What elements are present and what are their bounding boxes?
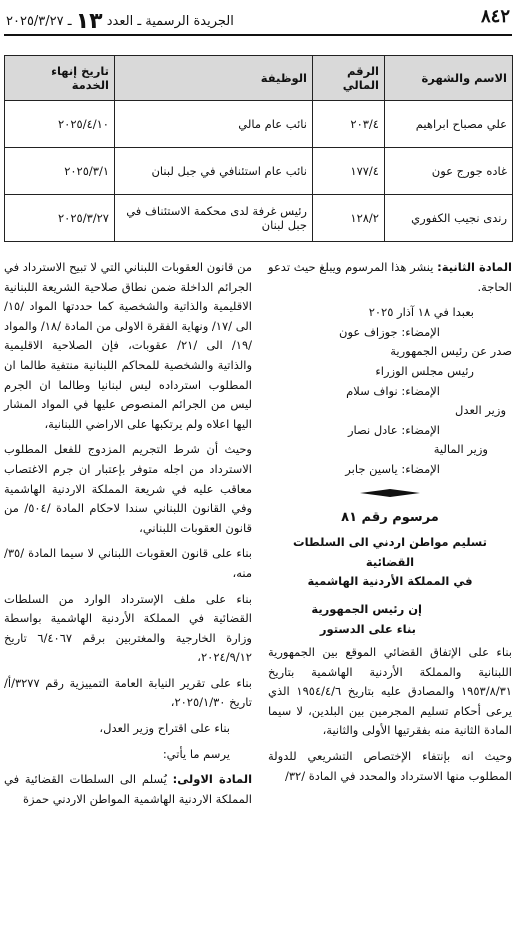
decree-number: مرسوم رقم ٨١ bbox=[341, 509, 439, 525]
pm-title: رئيس مجلس الوزراء bbox=[375, 363, 474, 378]
paragraph-proposal: بناء على اقتراح وزير العدل، bbox=[99, 721, 230, 736]
col-number-header: الرقم المالي bbox=[313, 56, 385, 101]
issue-date: ـ ٢٠٢٥/٣/٢٧ bbox=[6, 14, 72, 29]
table-row bbox=[5, 195, 513, 242]
article-2-label: المادة الثانية: bbox=[437, 260, 512, 274]
cell-date: ٢٠٢٥/٣/١ bbox=[5, 148, 115, 195]
paragraph-penal-code: من قانون العقوبات اللبناني التي لا تبيح الاسترداد في الجرائم الداخلة ضمن نطاق صلاحية الشريعة اللبنانية الاقليمية والذاتية والشخصية كما حددتها المواد /١٥/ الى /١٧/ ونهاية الفقرة الاولى من المادة /١٨/ والمواد /١٩/ الى /٢١/ عقوبات، فإن الصلاحية الاقليمية والذاتية والشخصية للمحاكم اللبنانية منتفية طالما ان المطلوب استرداده ليس لبنانيا وطالما ان الجرم ليس من الجرائم المنصوص عليها في المواد المشار اليها اعلاه ولم يرتكبها على الاراضي اللبنانية، bbox=[4, 260, 252, 431]
header-rule bbox=[4, 34, 512, 36]
issue-number: ١٣ bbox=[75, 9, 103, 34]
issued-by: صدر عن رئيس الجمهورية bbox=[390, 344, 512, 359]
decree-title-line-1: تسليم مواطن اردني الى السلطات القضائية bbox=[293, 535, 487, 569]
right-column bbox=[268, 258, 512, 792]
constitution-heading: بناء على الدستور bbox=[319, 621, 416, 636]
article-1-label: المادة الاولى: bbox=[172, 772, 253, 787]
president-heading: إن رئيس الجمهورية bbox=[311, 601, 422, 616]
cell-number: ٢٠٣/٤ bbox=[313, 101, 385, 148]
col-date-header: تاريخ إنهاء الخدمة bbox=[5, 56, 115, 101]
signature-pm: الإمضاء: نواف سلام bbox=[346, 383, 440, 398]
cell-job: رئيس غرفة لدى محكمة الاستئناف في جبل لبنان bbox=[115, 195, 313, 242]
signature-justice: الإمضاء: عادل نصار bbox=[347, 422, 440, 437]
cell-name: علي مصباح ابراهيم bbox=[385, 101, 513, 148]
article-2-text: ينشر هذا المرسوم ويبلغ حيث تدعو الحاجة. bbox=[268, 260, 512, 294]
cell-number: ١٧٧/٤ bbox=[313, 148, 385, 195]
table-row bbox=[5, 148, 513, 195]
paragraph-prosecution-report: بناء على تقرير النيابة العامة التمييزية رقم ٣٢٧٧/أ/ تاريخ ٢٠٢٥/١/٣٠، bbox=[4, 675, 252, 710]
decree-title-line-2: في المملكة الأردنية الهاشمية bbox=[307, 574, 473, 589]
cell-date: ٢٠٢٥/٣/٢٧ bbox=[5, 195, 115, 242]
table-row bbox=[5, 101, 513, 148]
paragraph-jurisdiction: وحيث انه بإنتفاء الإختصاص التشريعي للدولة المطلوب منها الاسترداد والمحدد في المادة /٣٢/ bbox=[268, 749, 512, 783]
table-header-row bbox=[5, 56, 513, 101]
officials-table bbox=[4, 55, 513, 242]
finance-title: وزير المالية bbox=[433, 442, 488, 457]
left-column bbox=[4, 258, 252, 815]
paragraph-extradition-file: بناء على ملف الإسترداد الوارد من السلطات القضائية في المملكة الأردنية الهاشمية بواسطة وزارة الخارجية والمغتربين برقم ٦/٤٠٦٧ تاريخ ٢٠٢٤/٩/١٢، bbox=[4, 591, 252, 665]
cell-name: رندى نجيب الكفوري bbox=[385, 195, 513, 242]
decree-date: بعبدا في ١٨ آذار ٢٠٢٥ bbox=[368, 305, 474, 320]
gazette-name: الجريدة الرسمية ـ العدد bbox=[106, 14, 234, 29]
cell-job: نائب عام استئنافي في جبل لبنان bbox=[115, 148, 313, 195]
separator-ornament bbox=[268, 486, 512, 500]
article-1-text: يُسلم الى السلطات القضائية في المملكة الاردنية الهاشمية المواطن الاردني حمزة bbox=[4, 772, 252, 806]
page-header bbox=[6, 6, 510, 32]
article-2 bbox=[268, 258, 512, 297]
article-1 bbox=[4, 770, 252, 809]
paragraph-penal-article: بناء على قانون العقوبات اللبناني لا سيما المادة /٣٥/ منه، bbox=[4, 546, 252, 580]
col-job-header: الوظيفة bbox=[115, 56, 313, 101]
gazette-title bbox=[6, 9, 234, 34]
paragraph-double-criminality: وحيث أن شرط التجريم المزدوج للفعل المطلوب الاسترداد من اجله متوفر بإعتبار ان جرم الاغتصاب معاقب عليه في شريعة المملكة الاردنية الهاشمية وفي القانون اللبناني سندا لاحكام المادة /٥٠٤/ من قانون العقوبات اللبناني، bbox=[4, 442, 252, 535]
cell-job: نائب عام مالي bbox=[115, 101, 313, 148]
signatures-block bbox=[268, 303, 512, 479]
decrees-following: يرسم ما يأتي: bbox=[162, 746, 230, 761]
justice-title: وزير العدل bbox=[455, 403, 506, 418]
cell-number: ١٢٨/٢ bbox=[313, 195, 385, 242]
signature-president: الإمضاء: جوزاف عون bbox=[339, 324, 440, 339]
page-number: ٨٤٢ bbox=[480, 6, 510, 27]
cell-name: غاده جورج عون bbox=[385, 148, 513, 195]
cell-date: ٢٠٢٥/٤/١٠ bbox=[5, 101, 115, 148]
signature-finance: الإمضاء: ياسين جابر bbox=[345, 461, 440, 476]
paragraph-agreement: بناء على الإتفاق القضائي الموقع بين الجمهورية اللبنانية والمملكة الأردنية الهاشمية بتاريخ ١٩٥٣/٨/٣١ والمصادق عليه بتاريخ ١٩٥٤/٤/٦ الذي يرعى أحكام تسليم المجرمين بين البلدين، لا سيما المادة الثانية منه بفقرتيها الأولى والثانية، bbox=[268, 645, 512, 738]
col-name-header: الاسم والشهرة bbox=[385, 56, 513, 101]
